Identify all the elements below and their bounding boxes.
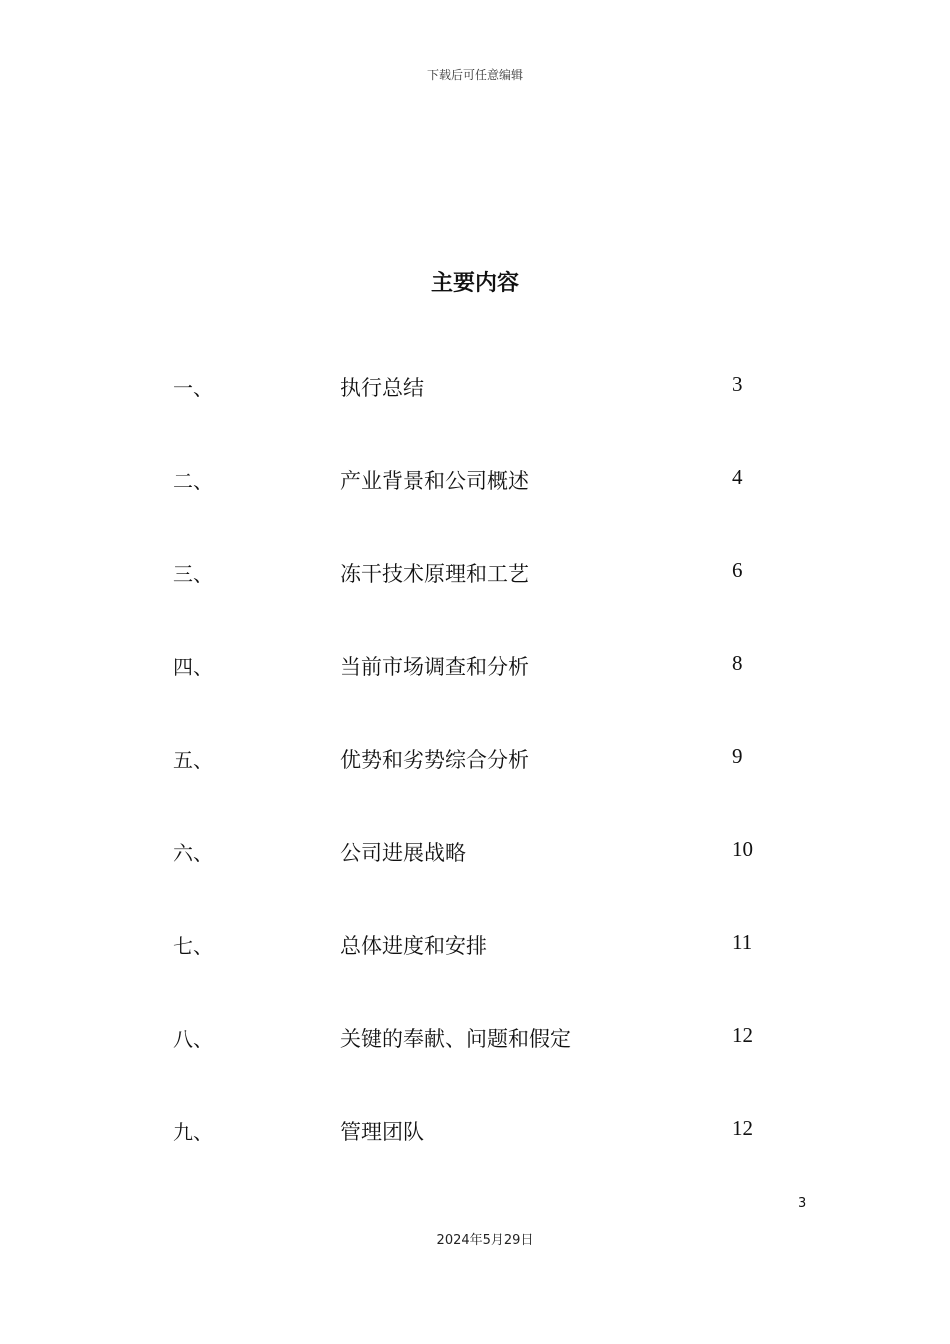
toc-entry-8: [0, 1017, 950, 1110]
toc-entry-9: [0, 1110, 950, 1203]
toc-title: 公司进展战略: [340, 841, 466, 865]
toc-page-number: 10: [732, 837, 753, 861]
toc-title: 产业背景和公司概述: [340, 469, 529, 493]
toc-number: 四、: [173, 655, 213, 679]
toc-number: 五、: [173, 748, 213, 772]
toc-page-number: 11: [732, 930, 753, 954]
toc-entry-3: [0, 552, 950, 645]
page-number: 3: [798, 1196, 807, 1211]
toc-number: 九、: [173, 1120, 213, 1144]
toc-entry-4: [0, 645, 950, 738]
toc-title: 执行总结: [340, 376, 424, 400]
toc-entry-2: [0, 459, 950, 552]
toc-title: 关键的奉献、问题和假定: [340, 1027, 571, 1051]
toc-number: 七、: [173, 934, 213, 958]
toc-page-number: 12: [732, 1023, 753, 1047]
toc-page-number: 12: [732, 1116, 753, 1140]
toc-title: 当前市场调查和分析: [340, 655, 529, 679]
footer-date: 2024年5月29日: [436, 1233, 534, 1248]
toc-title: 优势和劣势综合分析: [340, 748, 529, 772]
toc-page-number: 3: [732, 372, 743, 396]
header-note: 下载后可任意编辑: [426, 68, 523, 82]
toc-title: 冻干技术原理和工艺: [340, 562, 529, 586]
toc-number: 三、: [173, 562, 213, 586]
toc-number: 一、: [173, 376, 213, 400]
toc-title: 总体进度和安排: [340, 934, 487, 958]
table-of-contents: [0, 366, 950, 1203]
toc-entry-5: [0, 738, 950, 831]
toc-number: 二、: [173, 469, 213, 493]
toc-page-number: 6: [732, 558, 743, 582]
toc-page-number: 8: [732, 651, 743, 675]
toc-entry-7: [0, 924, 950, 1017]
toc-entry-1: [0, 366, 950, 459]
toc-title: 管理团队: [340, 1120, 424, 1144]
toc-page-number: 4: [732, 465, 743, 489]
toc-entry-6: [0, 831, 950, 924]
toc-page-number: 9: [732, 744, 743, 768]
page-title: 主要内容: [430, 271, 519, 296]
toc-number: 八、: [173, 1027, 213, 1051]
toc-number: 六、: [173, 841, 213, 865]
